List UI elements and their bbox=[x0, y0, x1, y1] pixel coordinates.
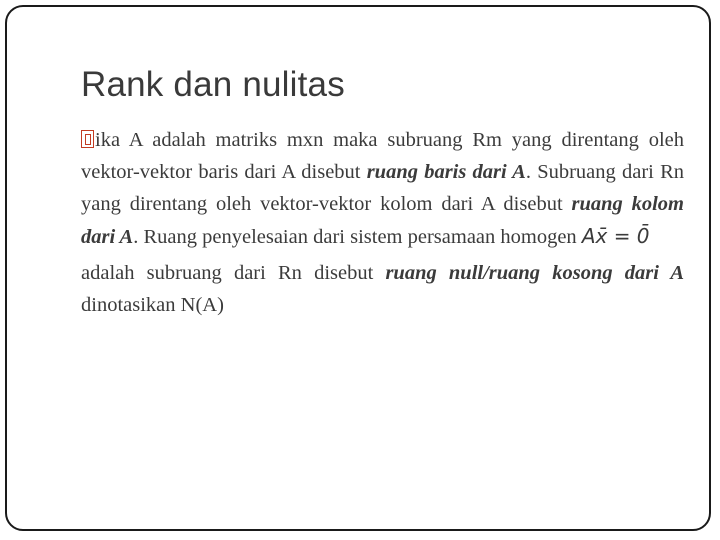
paragraph2-tail: dinotasikan N(A) bbox=[81, 294, 224, 316]
slide-body bbox=[81, 124, 684, 321]
term-column-space: ruang kolom dari A bbox=[81, 193, 684, 248]
bullet-box-icon bbox=[81, 130, 94, 148]
paragraph-nullspace bbox=[81, 257, 684, 321]
slide-title: Rank dan nulitas bbox=[81, 65, 345, 104]
term-null-space: ruang null/ruang kosong dari A bbox=[385, 262, 684, 284]
homogeneous-equation: Ax̄ = 0̄ bbox=[581, 224, 650, 248]
paragraph2-lead: adalah subruang dari Rn disebut bbox=[81, 262, 386, 284]
term-row-space: ruang baris dari A bbox=[366, 161, 526, 183]
paragraph1-lead: ika A adalah matriks mxn maka subruang Rm yang direntang oleh vektor-vektor baris dari A disebut bbox=[81, 129, 684, 183]
paragraph1-mid1: . Subruang dari Rn yang direntang oleh vektor-vektor kolom dari A disebut bbox=[81, 161, 684, 215]
paragraph1-mid2: . Ruang penyelesaian dari sistem persamaan homogen bbox=[133, 226, 582, 248]
paragraph-definition bbox=[81, 124, 684, 253]
slide-frame bbox=[5, 5, 711, 531]
